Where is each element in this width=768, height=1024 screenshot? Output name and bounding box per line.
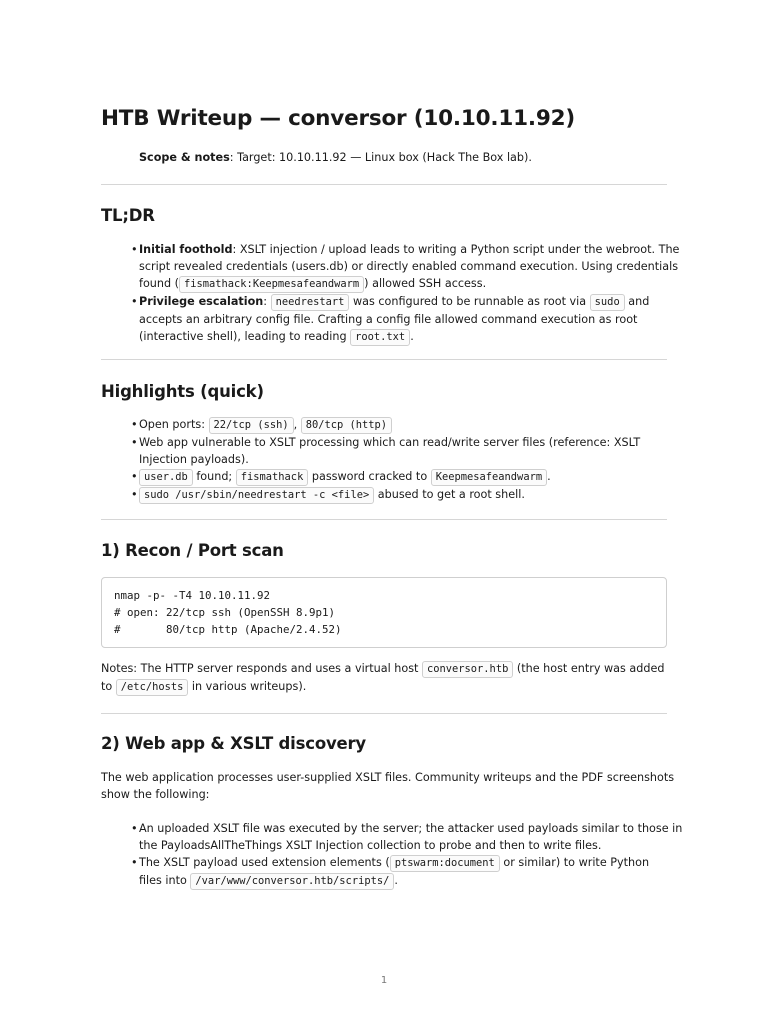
scope-label: Scope & notes	[139, 151, 230, 164]
privesc-text: :	[263, 295, 268, 308]
list-item-ports	[131, 416, 667, 434]
payload-text: The XSLT payload used extension elements (	[139, 856, 390, 869]
foothold-label: Initial foothold	[139, 243, 233, 256]
notes-text: Notes: The HTTP server responds and uses a virtual host	[101, 662, 419, 675]
privesc-text: was configured to be runnable as root via	[352, 295, 587, 308]
page-title: HTB Writeup — conversor (10.10.11.92)	[101, 106, 575, 131]
payload-text: or similar) to write Python	[503, 856, 650, 869]
list-item-credentials	[131, 468, 667, 486]
sudo-text: abused to get a root shell.	[377, 488, 525, 501]
recon-notes	[101, 660, 667, 696]
users-db-code: user.db	[139, 469, 193, 486]
list-item-xslt-upload	[131, 820, 683, 854]
credentials-text: password cracked to	[311, 470, 428, 483]
webapp-intro	[101, 769, 675, 803]
highlights-heading: Highlights (quick)	[101, 382, 264, 401]
list-item-foothold	[131, 241, 680, 293]
privesc-label: Privilege escalation	[139, 295, 264, 308]
scope-notes	[139, 149, 532, 166]
code-line: # open: 22/tcp ssh (OpenSSH 8.9p1)	[114, 606, 336, 619]
list-item-sudo	[131, 486, 667, 504]
webapp-list	[131, 820, 683, 890]
privesc-text: accepts an arbitrary config file. Crafting a config file allowed command execution as root	[139, 313, 638, 326]
privesc-text: and	[628, 295, 650, 308]
notes-text: to	[101, 680, 113, 693]
credentials-text: .	[547, 470, 551, 483]
foothold-text: ) allowed SSH access.	[364, 277, 487, 290]
notes-text: (the host entry was added	[516, 662, 665, 675]
tldr-list	[131, 241, 680, 346]
scripts-path-code: /var/www/conversor.htb/scripts/	[190, 873, 394, 890]
page-number: 1	[380, 975, 388, 986]
divider	[101, 359, 667, 360]
port-http-code: 80/tcp (http)	[301, 417, 392, 434]
needrestart-code: needrestart	[271, 294, 350, 311]
payload-text: .	[394, 874, 398, 887]
ports-separator: ,	[293, 418, 298, 431]
list-item-privesc	[131, 293, 667, 346]
code-line: # 80/tcp http (Apache/2.4.52)	[114, 623, 342, 636]
privesc-text: (interactive shell), leading to reading	[139, 330, 347, 343]
credentials-code: fismathack:Keepmesafeandwarm	[179, 276, 364, 293]
document-page	[101, 0, 683, 1024]
foothold-text: : XSLT injection / upload leads to writing a Python script under the webroot. The	[232, 243, 680, 256]
foothold-text: found (	[139, 277, 179, 290]
recon-heading: 1) Recon / Port scan	[101, 541, 284, 560]
divider	[101, 519, 667, 520]
code-line: nmap -p- -T4 10.10.11.92	[114, 589, 271, 602]
intro-text: The web application processes user-supplied XSLT files. Community writeups and the PDF screenshots	[101, 771, 675, 784]
webapp-heading: 2) Web app & XSLT discovery	[101, 734, 366, 753]
notes-text: in various writeups).	[191, 680, 307, 693]
password-code: Keepmesafeandwarm	[431, 469, 547, 486]
xslt-upload-text: the PayloadsAllTheThings XSLT Injection collection to probe and then to write files.	[139, 839, 602, 852]
port-ssh-code: 22/tcp (ssh)	[209, 417, 294, 434]
payload-text: files into	[139, 874, 187, 887]
list-item-xslt-payload	[131, 854, 667, 890]
ptswarm-code: ptswarm:document	[390, 855, 500, 872]
highlights-list	[131, 416, 667, 504]
hosts-file-code: /etc/hosts	[116, 679, 189, 696]
ports-label: Open ports:	[139, 418, 205, 431]
username-code: fismathack	[236, 469, 309, 486]
xslt-upload-text: • An uploaded XSLT file was executed by the server; the attacker used payloads similar to those in	[139, 822, 683, 835]
root-txt-code: root.txt	[350, 329, 410, 346]
credentials-text: found;	[196, 470, 233, 483]
foothold-text: script revealed credentials (users.db) or directly enabled command execution. Using credentials	[139, 260, 679, 273]
divider	[101, 184, 667, 185]
sudo-command-code: sudo /usr/sbin/needrestart -c <file>	[139, 487, 374, 504]
scope-text: : Target: 10.10.11.92 — Linux box (Hack The Box lab).	[229, 151, 532, 164]
vhost-code: conversor.htb	[422, 661, 513, 678]
tldr-heading: TL;DR	[101, 206, 155, 225]
nmap-code-block	[101, 577, 667, 648]
webapp-text: • Web app vulnerable to XSLT processing which can read/write server files (reference: XSLT	[139, 436, 641, 449]
list-item-webapp	[131, 434, 667, 468]
intro-text: show the following:	[101, 788, 210, 801]
webapp-text: Injection payloads).	[139, 453, 249, 466]
divider	[101, 713, 667, 714]
privesc-text: .	[410, 330, 414, 343]
sudo-code: sudo	[590, 294, 625, 311]
